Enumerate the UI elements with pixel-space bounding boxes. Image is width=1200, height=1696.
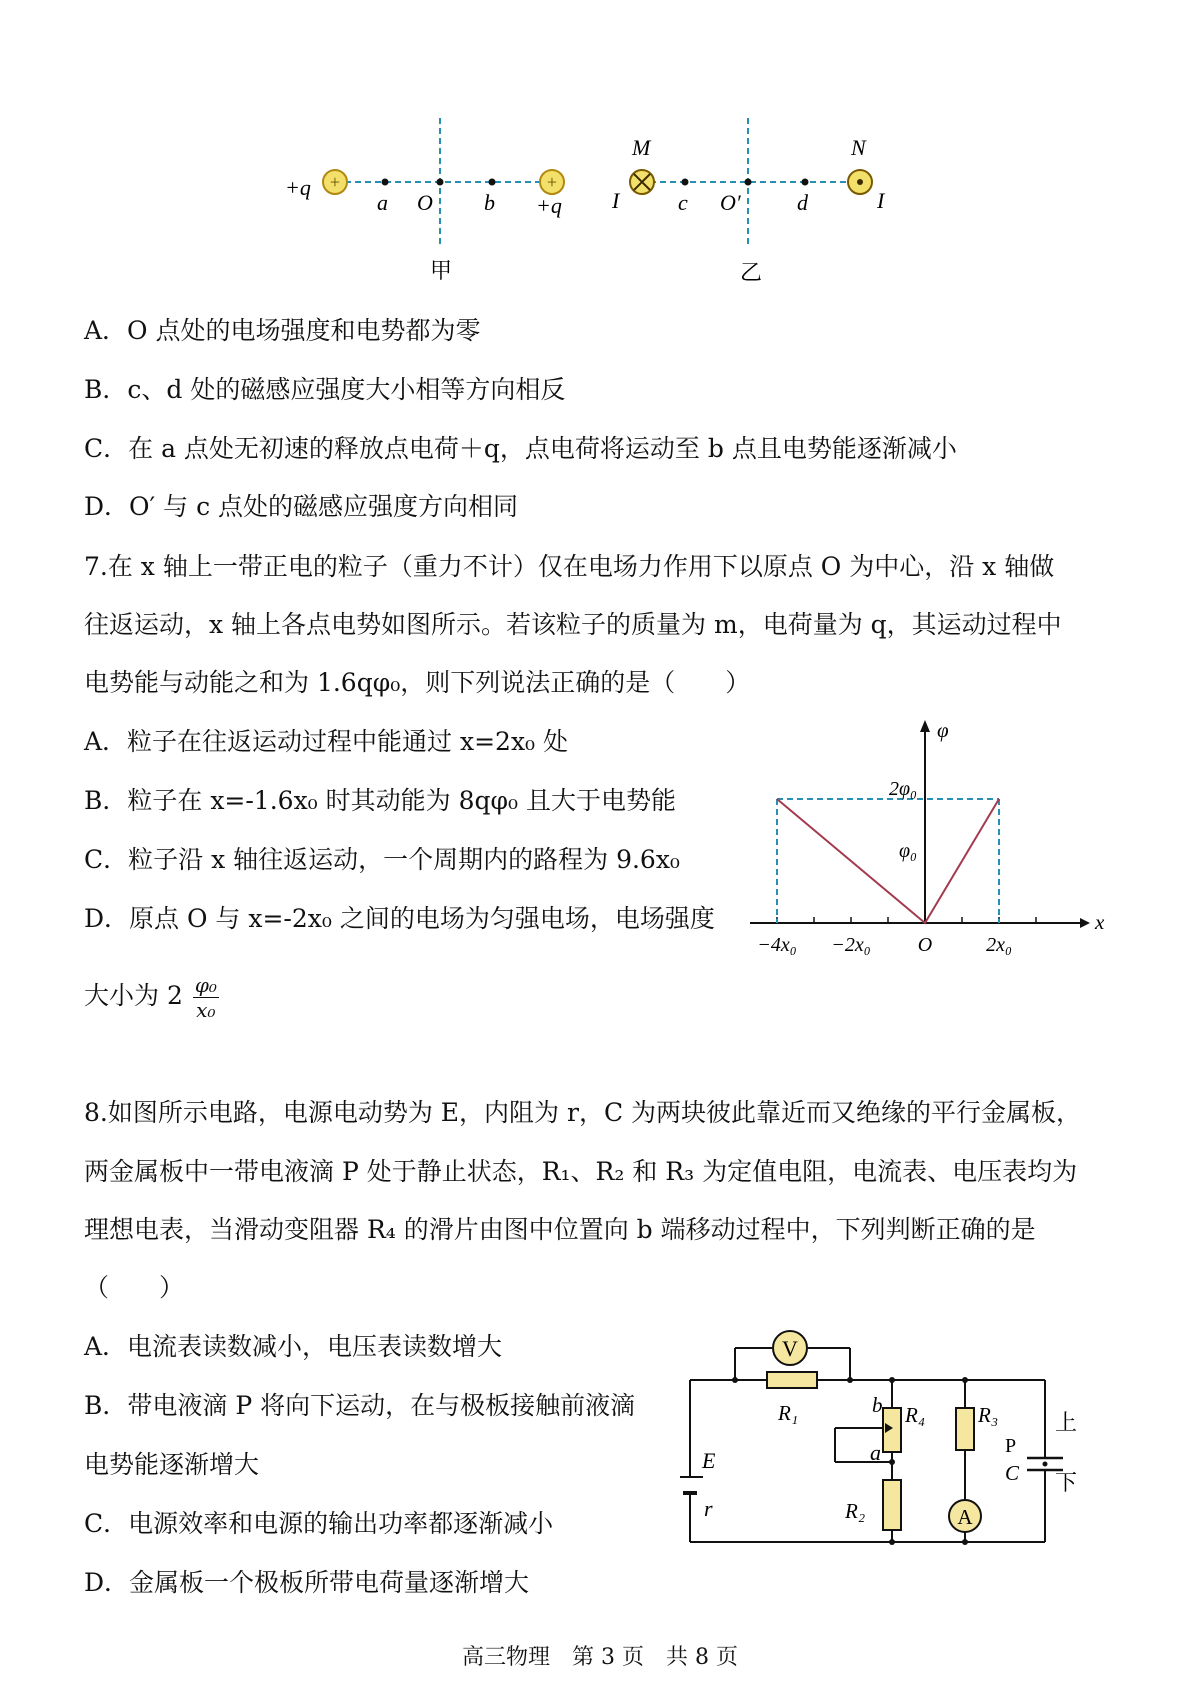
q6-option-d: D．O′ 与 c 点处的磁感应强度方向相同: [84, 492, 519, 521]
label-b: b: [484, 190, 495, 215]
q7-option-a: A．粒子在往返运动过程中能通过 x=2x₀ 处: [84, 727, 569, 756]
label-a: a: [377, 190, 388, 215]
point-c: [682, 179, 689, 186]
label-b-end: b: [872, 1393, 883, 1417]
q8-option-d: D．金属板一个极板所带电荷量逐渐增大: [84, 1568, 530, 1597]
x-axis-label: x: [1095, 910, 1105, 934]
point-b: [489, 179, 496, 186]
q8-stem-line-1: 8.如图所示电路，电源电动势为 E，内阻为 r，C 为两块彼此靠近而又绝缘的平行金属板，: [84, 1098, 1082, 1127]
label-r: r: [704, 1496, 713, 1521]
point-a: [382, 179, 389, 186]
label-N: N: [851, 135, 866, 160]
x-axis-arrow-icon: [1080, 918, 1090, 928]
label-charge-left: +q: [285, 175, 311, 200]
fraction-numerator: φ₀: [194, 973, 217, 997]
page-footer: 高三物理 第 3 页 共 8 页: [462, 1645, 738, 1670]
q8-stem-line-2: 两金属板中一带电液滴 P 处于静止状态，R₁、R₂ 和 R₃ 为定值电阻，电流表、电压表均为: [84, 1157, 1078, 1186]
caption-yi: 乙: [740, 260, 763, 285]
plus-sign-icon: +: [329, 172, 341, 192]
y-tick-label: 2φ₀: [888, 778, 917, 800]
q8-stem-line-4: （ ）: [84, 1273, 185, 1302]
droplet-P: [1043, 1462, 1048, 1467]
q7-option-d-continued: [84, 973, 219, 1022]
q7-option-b: B．粒子在 x=-1.6x₀ 时其动能为 8qφ₀ 且大于电势能: [84, 786, 676, 815]
q7-stem-line-3: 电势能与动能之和为 1.6qφ₀，则下列说法正确的是（ ）: [84, 668, 751, 697]
label-M: M: [632, 135, 651, 160]
caption-jia: 甲: [430, 258, 453, 283]
q7-option-d-prefix: 大小为 2: [84, 981, 183, 1010]
label-R1: R₁: [778, 1401, 799, 1425]
label-R4: R₄: [905, 1403, 926, 1427]
label-down: 下: [1055, 1470, 1078, 1495]
label-O-prime: O′: [720, 190, 741, 215]
resistor-R2: [883, 1480, 901, 1530]
label-E: E: [702, 1448, 716, 1473]
point-O: [437, 179, 444, 186]
q8-stem-line-3: 理想电表，当滑动变阻器 R₄ 的滑片由图中位置向 b 端移动过程中，下列判断正确的是: [84, 1215, 1036, 1244]
y-axis-arrow-icon: [920, 720, 930, 732]
point-d: [802, 179, 809, 186]
figure-charges-currents: [0, 100, 1200, 290]
label-current-right: I: [877, 188, 885, 213]
point-O-prime: [745, 179, 752, 186]
q7-stem-line-2: 往返运动，x 轴上各点电势如图所示。若该粒子的质量为 m，电荷量为 q，其运动过程中: [84, 610, 1062, 639]
resistor-R3: [956, 1408, 974, 1450]
label-c: c: [678, 190, 688, 215]
fraction: [193, 973, 219, 1022]
y-tick-label: φ₀: [898, 840, 917, 862]
q6-option-c: C．在 a 点处无初速的释放点电荷＋q，点电荷将运动至 b 点且电势能逐渐减小: [84, 434, 957, 463]
x-tick-label: 2x₀: [986, 934, 1012, 956]
potential-chart: [730, 715, 1120, 965]
q7-option-c: C．粒子沿 x 轴往返运动，一个周期内的路程为 9.6x₀: [84, 845, 680, 874]
voltmeter-label: V: [782, 1336, 798, 1361]
q6-option-b: B．c、d 处的磁感应强度大小相等方向相反: [84, 375, 566, 404]
label-O: O: [417, 190, 433, 215]
y-axis-label: φ: [937, 718, 949, 742]
x-tick-label: −4x₀: [757, 934, 797, 956]
plus-sign-icon: +: [546, 172, 558, 192]
label-P: P: [1005, 1435, 1017, 1457]
q7-option-d: D．原点 O 与 x=-2x₀ 之间的电场为匀强电场，电场强度: [84, 904, 715, 933]
resistor-R1: [767, 1372, 817, 1388]
potential-series-line: [777, 799, 999, 923]
label-up: 上: [1055, 1410, 1078, 1435]
x-tick-label: O: [917, 934, 933, 956]
circuit-diagram: [680, 1320, 1100, 1560]
label-a-end: a: [870, 1440, 881, 1465]
ammeter-label: A: [957, 1505, 973, 1529]
label-R2: R₂: [845, 1499, 866, 1523]
x-tick-label: −2x₀: [831, 934, 871, 956]
q8-option-b: B．带电液滴 P 将向下运动，在与极板接触前液滴: [84, 1391, 636, 1420]
q6-option-a: A．O 点处的电场强度和电势都为零: [84, 316, 481, 345]
q8-option-a: A．电流表读数减小，电压表读数增大: [84, 1332, 503, 1361]
q7-stem-line-1: 7.在 x 轴上一带正电的粒子（重力不计）仅在电场力作用下以原点 O 为中心，沿 x 轴做: [84, 552, 1055, 581]
label-current-left: I: [612, 188, 620, 213]
q8-option-b-continued: 电势能逐渐增大: [84, 1450, 260, 1479]
fraction-denominator: x₀: [196, 998, 216, 1022]
q8-option-c: C．电源效率和电源的输出功率都逐渐减小: [84, 1509, 554, 1538]
label-charge-right: +q: [536, 193, 562, 218]
label-C: C: [1005, 1461, 1020, 1485]
label-d: d: [797, 190, 808, 215]
label-R3: R₃: [978, 1403, 999, 1427]
